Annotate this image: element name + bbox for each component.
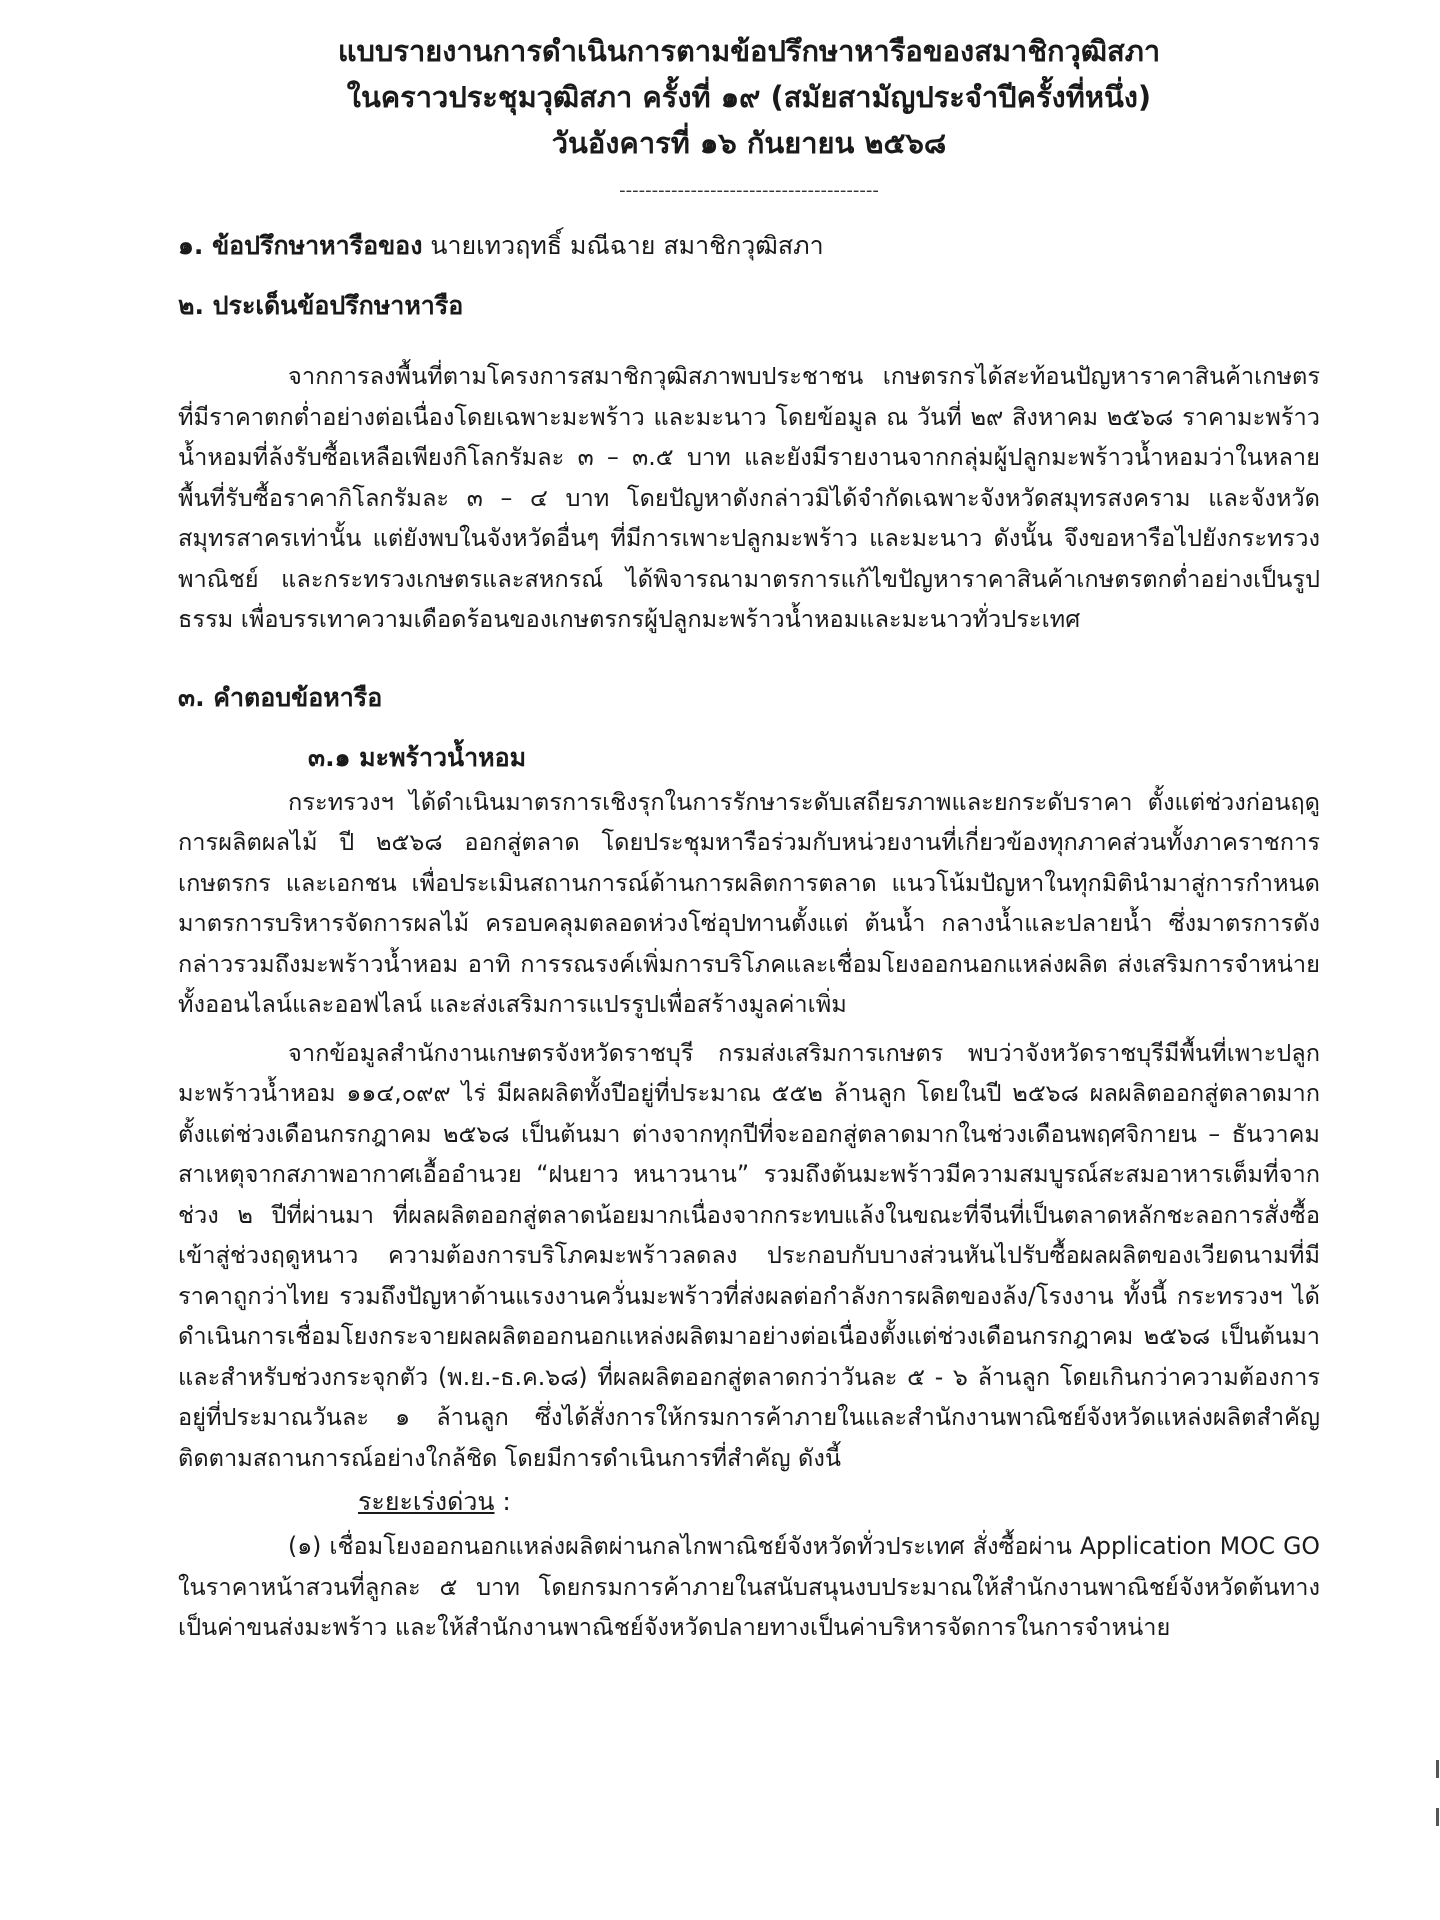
header-divider: ---------------------------------------- xyxy=(619,180,879,201)
section-2-body: จากการลงพื้นที่ตามโครงการสมาชิกวุฒิสภาพบประชาชน เกษตรกรได้สะท้อนปัญหาราคาสินค้าเกษตรที่มีราคาตกต่ำอย่างต่อเนื่องโดยเฉพาะมะพร้าว และมะนาว โดยข้อมูล ณ วันที่ ๒๙ สิงหาคม ๒๕๖๘ ราคามะพร้าวน้ำหอมที่ล้งรับซื้อเหลือเพียงกิโลกรัมละ ๓ – ๓.๕ บาท และยังมีรายงานจากกลุ่มผู้ปลูกมะพร้าวน้ำหอมว่าในหลายพื้นที่รับซื้อราคากิโลกรัมละ ๓ – ๔ บาท โดยปัญหาดังกล่าวมิได้จำกัดเฉพาะจังหวัดสมุทรสงคราม และจังหวัดสมุทรสาครเท่านั้น แต่ยังพบในจังหวัดอื่นๆ ที่มีการเพาะปลูกมะพร้าว และมะนาว ดังนั้น จึงขอหารือไปยังกระทรวงพาณิชย์ และกระทรวงเกษตรและสหกรณ์ ได้พิจารณามาตรการแก้ไขปัญหาราคาสินค้าเกษตรตกต่ำอย่างเป็นรูปธรรม เพื่อบรรเทาความเดือดร้อนของเกษตรกรผู้ปลูกมะพร้าวน้ำหอมและมะนาวทั่วประเทศ xyxy=(178,362,1320,633)
section-3-1-title: ๓.๑ มะพร้าวน้ำหอม xyxy=(308,742,527,772)
header-date-line: วันอังคารที่ ๑๖ กันยายน ๒๕๖๘ xyxy=(551,126,947,160)
section-1-label: ๑. ข้อปรึกษาหารือของ xyxy=(178,231,423,260)
urgent-phase-colon: : xyxy=(494,1487,511,1516)
header-title-line-1: แบบรายงานการดำเนินการตามข้อปรึกษาหารือของสมาชิกวุฒิสภา xyxy=(337,34,1161,68)
urgent-phase-title: ระยะเร่งด่วน xyxy=(358,1487,495,1516)
section-3-1-paragraph-2: จากข้อมูลสำนักงานเกษตรจังหวัดราชบุรี กรมส่งเสริมการเกษตร พบว่าจังหวัดราชบุรีมีพื้นที่เพาะปลูกมะพร้าวน้ำหอม ๑๑๔,๐๙๙ ไร่ มีผลผลิตทั้งปีอยู่ที่ประมาณ ๕๕๒ ล้านลูก โดยในปี ๒๕๖๘ ผลผลิตออกสู่ตลาดมากตั้งแต่ช่วงเดือนกรกฎาคม ๒๕๖๘ เป็นต้นมา ต่างจากทุกปีที่จะออกสู่ตลาดมากในช่วงเดือนพฤศจิกายน – ธันวาคม สาเหตุจากสภาพอากาศเอื้ออำนวย “ฝนยาว หนาวนาน” รวมถึงต้นมะพร้าวมีความสมบูรณ์สะสมอาหารเต็มที่จากช่วง ๒ ปีที่ผ่านมา ที่ผลผลิตออกสู่ตลาดน้อยมากเนื่องจากกระทบแล้งในขณะที่จีนที่เป็นตลาดหลักชะลอการสั่งซื้อ เข้าสู่ช่วงฤดูหนาว ความต้องการบริโภคมะพร้าวลดลง ประกอบกับบางส่วนหันไปรับซื้อผลผลิตของเวียดนามที่มีราคาถูกว่าไทย รวมถึงปัญหาด้านแรงงานควั่นมะพร้าวที่ส่งผลต่อกำลังการผลิตของล้ง/โรงงาน ทั้งนี้ กระทรวงฯ ได้ดำเนินการเชื่อมโยงกระจายผลผลิตออกนอกแหล่งผลิตมาอย่างต่อเนื่องตั้งแต่ช่วงเดือนกรกฎาคม ๒๕๖๘ เป็นต้นมา และสำหรับช่วงกระจุกตัว (พ.ย.-ธ.ค.๖๘) ที่ผลผลิตออกสู่ตลาดกว่าวันละ ๕ - ๖ ล้านลูก โดยเกินกว่าความต้องการอยู่ที่ประมาณวันละ ๑ ล้านลูก ซึ่งได้สั่งการให้กรมการค้าภายในและสำนักงานพาณิชย์จังหวัดแหล่งผลิตสำคัญ ติดตามสถานการณ์อย่างใกล้ชิด โดยมีการดำเนินการที่สำคัญ ดังนี้ xyxy=(178,1038,1320,1472)
section-3-1-heading xyxy=(178,738,1320,778)
header-title-line-2: ในคราวประชุมวุฒิสภา ครั้งที่ ๑๙ (สมัยสามัญประจำปีครั้งที่หนึ่ง) xyxy=(346,80,1152,114)
document-header xyxy=(138,24,1360,166)
section-1-line xyxy=(178,226,1320,266)
urgent-phase-label xyxy=(178,1482,1320,1522)
urgent-item-1: (๑) เชื่อมโยงออกนอกแหล่งผลิตผ่านกลไกพาณิชย์จังหวัดทั่วประเทศ สั่งซื้อผ่าน Application MOC GO ในราคาหน้าสวนที่ลูกละ ๕ บาท โดยกรมการค้าภายในสนับสนุนงบประมาณให้สำนักงานพาณิชย์จังหวัดต้นทางเป็นค่าขนส่งมะพร้าว และให้สำนักงานพาณิชย์จังหวัดปลายทางเป็นค่าบริหารจัดการในการจำหน่าย xyxy=(178,1532,1320,1641)
section-3-heading: ๓. คำตอบข้อหารือ xyxy=(178,682,383,712)
scan-edge-marks xyxy=(1436,1760,1440,1880)
section-3-1-paragraph-1: กระทรวงฯ ได้ดำเนินมาตรการเชิงรุกในการรักษาระดับเสถียรภาพและยกระดับราคา ตั้งแต่ช่วงก่อนฤดูการผลิตผลไม้ ปี ๒๕๖๘ ออกสู่ตลาด โดยประชุมหารือร่วมกับหน่วยงานที่เกี่ยวข้องทุกภาคส่วนทั้งภาคราชการ เกษตรกร และเอกชน เพื่อประเมินสถานการณ์ด้านการผลิตการตลาด แนวโน้มปัญหาในทุกมิตินำมาสู่การกำหนดมาตรการบริหารจัดการผลไม้ ครอบคลุมตลอดห่วงโซ่อุปทานตั้งแต่ ต้นน้ำ กลางน้ำและปลายน้ำ ซึ่งมาตรการดังกล่าวรวมถึงมะพร้าวน้ำหอม อาทิ การรณรงค์เพิ่มการบริโภคและเชื่อมโยงออกนอกแหล่งผลิต ส่งเสริมการจำหน่ายทั้งออนไลน์และออฟไลน์ และส่งเสริมการแปรรูปเพื่อสร้างมูลค่าเพิ่ม xyxy=(178,787,1320,1018)
section-2-heading: ๒. ประเด็นข้อปรึกษาหารือ xyxy=(178,291,464,320)
section-1-member-name: นายเทวฤทธิ์ มณีฉาย สมาชิกวุฒิสภา xyxy=(430,231,824,260)
